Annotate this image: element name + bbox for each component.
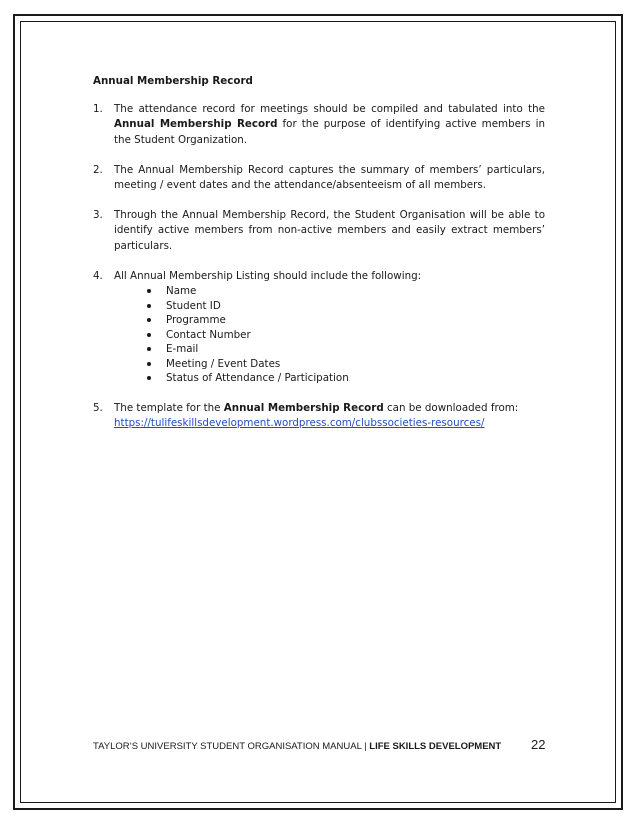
field-list (114, 284, 545, 386)
footer-title: TAYLOR’S UNIVERSITY STUDENT ORGANISATION MANUAL | (93, 741, 370, 752)
list-item-1 (93, 102, 545, 148)
bullet-icon (147, 333, 151, 337)
bullet-icon (147, 362, 151, 366)
bullet-item: Name (146, 284, 545, 299)
bullet-icon (147, 376, 151, 380)
list-item-3 (93, 208, 545, 254)
bullet-icon (147, 304, 151, 308)
bullet-item: Status of Attendance / Participation (146, 371, 545, 386)
bullet-item: Meeting / Event Dates (146, 357, 545, 372)
list-item-2 (93, 163, 545, 193)
item-text: Through the Annual Membership Record, the Student Organisation will be able to identify active members from non-active members and easily extract members’ particulars. (114, 209, 545, 252)
bold-term: Annual Membership Record (114, 118, 278, 131)
section-heading: Annual Membership Record (93, 75, 253, 87)
list-item-5 (93, 401, 545, 431)
item-text: The attendance record for meetings should be compiled and tabulated into the Annual Membership Record for the purpose of identifying active members in the Student Organization. (114, 103, 545, 146)
bullet-item: Contact Number (146, 328, 545, 343)
bullet-item: Student ID (146, 299, 545, 314)
item-number: 4. (93, 269, 103, 282)
item-text: All Annual Membership Listing should include the following: (114, 269, 422, 282)
footer-department: LIFE SKILLS DEVELOPMENT (369, 741, 502, 752)
bullet-item: Programme (146, 313, 545, 328)
item-number: 3. (93, 209, 103, 222)
item-number: 2. (93, 163, 103, 176)
page-number: 22 (531, 737, 546, 752)
page-footer (93, 741, 551, 752)
bold-term: Annual Membership Record (223, 401, 384, 414)
item-number: 1. (93, 103, 103, 116)
bullet-icon (147, 318, 151, 322)
bullet-icon (147, 289, 151, 293)
item-text: The Annual Membership Record captures the summary of members’ particulars, meeting / event dates and the attendance/absenteeism of all members. (114, 163, 545, 192)
item-text: The template for the Annual Membership Record can be downloaded from: (114, 401, 519, 414)
list-item-4 (93, 269, 545, 386)
page-content (93, 74, 545, 446)
template-download-link[interactable]: https://tulifeskillsdevelopment.wordpress.com/clubssocieties-resources/ (114, 416, 485, 429)
item-number: 5. (93, 401, 103, 414)
bullet-icon (147, 347, 151, 351)
bullet-item: E-mail (146, 342, 545, 357)
